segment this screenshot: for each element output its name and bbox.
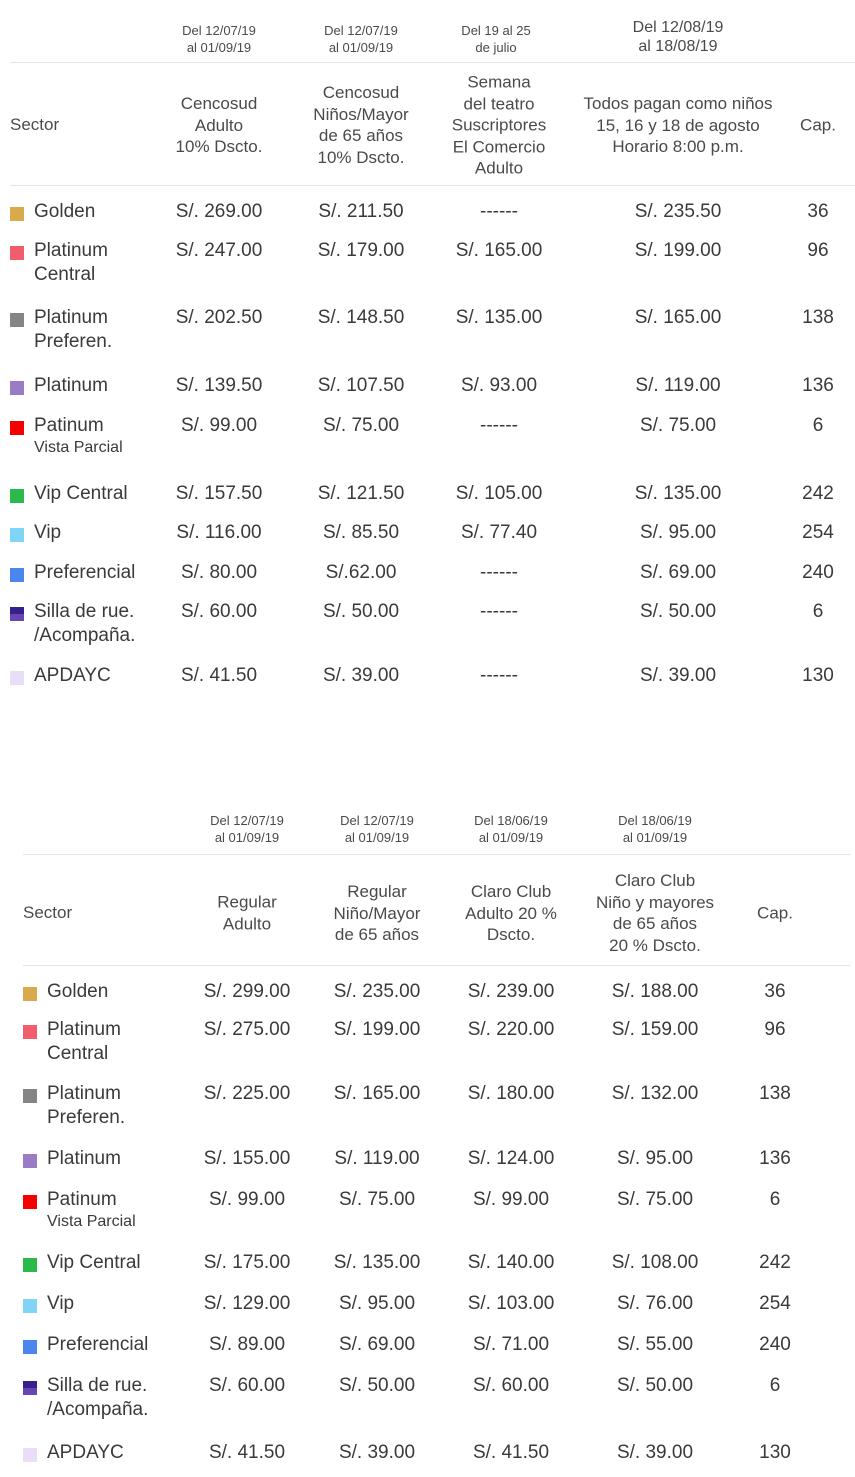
sector-name: Patinum Vista Parcial [47, 1189, 136, 1230]
sector-header: Sector [10, 115, 60, 134]
price-cell: S/. 129.00 [203, 1293, 291, 1314]
price-cell: S/. 50.00 [639, 601, 717, 622]
price-column-header: Claro Club Adulto 20 % Dscto. [465, 881, 557, 944]
capacity-cell: 6 [812, 415, 824, 436]
date-range: Del 19 al 25 de julio [461, 23, 531, 55]
price-cell: S/. 50.00 [616, 1375, 694, 1396]
price-cell: S/. 175.00 [203, 1252, 291, 1273]
sector-color-swatch [10, 489, 24, 503]
price-cell: S/. 39.00 [639, 665, 717, 686]
capacity-cell: 130 [759, 1442, 791, 1463]
capacity-cell: 6 [812, 601, 824, 622]
capacity-cell: 240 [802, 562, 834, 583]
price-column-header: Regular Adulto [217, 892, 277, 933]
price-cell: S/. 235.50 [634, 201, 722, 222]
price-cell: S/. 124.00 [467, 1148, 555, 1169]
capacity-header: Cap. [800, 115, 836, 135]
sector-name: Golden [34, 201, 96, 222]
price-cell: S/. 180.00 [467, 1083, 555, 1104]
price-cell: S/. 202.50 [175, 307, 263, 328]
date-range: Del 18/06/19 al 01/09/19 [474, 813, 548, 845]
column-header-row [10, 63, 855, 186]
price-cell: S/. 148.50 [317, 307, 405, 328]
sector-name: Platinum Preferen. [47, 1083, 126, 1128]
sector-name: Platinum Preferen. [34, 307, 113, 352]
sector-color-swatch [23, 1381, 37, 1395]
sector-color-swatch [23, 1299, 37, 1313]
price-table-1 [10, 0, 855, 686]
price-cell: S/. 235.00 [333, 981, 421, 1002]
sector-color-swatch [10, 421, 24, 435]
price-cell: S/. 269.00 [175, 201, 263, 222]
sector-name: Preferencial [47, 1334, 149, 1355]
price-cell: S/. 225.00 [203, 1083, 291, 1104]
price-cell: S/. 121.50 [317, 483, 405, 504]
capacity-cell: 6 [769, 1375, 781, 1396]
date-range: Del 12/07/19 al 01/09/19 [210, 813, 284, 845]
price-cell: S/. 211.50 [318, 201, 404, 222]
sector-name: Platinum [34, 375, 108, 396]
price-cell: ------ [480, 665, 518, 686]
price-cell: S/. 39.00 [616, 1442, 694, 1463]
price-cell: S/. 99.00 [472, 1189, 550, 1210]
price-cell: ------ [480, 601, 518, 622]
price-cell: S/. 95.00 [639, 522, 717, 543]
price-cell: S/. 299.00 [203, 981, 291, 1002]
sector-name: Platinum Central [47, 1019, 121, 1064]
price-cell: S/. 55.00 [616, 1334, 694, 1355]
price-cell: ------ [480, 415, 518, 436]
date-range: Del 12/07/19 al 01/09/19 [340, 813, 414, 845]
price-cell: S/. 85.50 [322, 522, 400, 543]
price-cell: ------ [480, 562, 518, 583]
sector-name: Vip [34, 522, 62, 543]
sector-name: Golden [47, 981, 109, 1002]
capacity-cell: 138 [759, 1083, 791, 1104]
price-cell: S/. 95.00 [616, 1148, 694, 1169]
column-header-row [23, 855, 850, 966]
price-column-header: Claro Club Niño y mayores de 65 años 20 % Dscto. [595, 871, 715, 955]
capacity-cell: 36 [807, 201, 829, 222]
price-cell: S/. 41.50 [472, 1442, 550, 1463]
price-cell: S/. 119.00 [334, 1148, 420, 1169]
sector-name: Platinum Central [34, 240, 108, 285]
price-cell: S/. 107.50 [317, 375, 405, 396]
capacity-cell: 130 [802, 665, 834, 686]
capacity-cell: 136 [802, 375, 834, 396]
capacity-cell: 240 [759, 1334, 791, 1355]
sector-color-swatch [23, 987, 37, 1001]
price-cell: S/. 247.00 [175, 240, 263, 261]
price-cell: S/. 105.00 [455, 483, 543, 504]
price-cell: S/. 75.00 [338, 1189, 416, 1210]
sector-color-swatch [10, 246, 24, 260]
price-cell: S/. 159.00 [611, 1019, 699, 1040]
price-column-header: Semana del teatro Suscriptores El Comercio Adulto [451, 72, 547, 178]
capacity-cell: 254 [759, 1293, 791, 1314]
sector-name: Silla de rue. /Acompaña. [34, 601, 136, 646]
sector-color-swatch [23, 1340, 37, 1354]
price-cell: S/. 77.40 [460, 522, 538, 543]
sector-color-swatch [10, 607, 24, 621]
sector-name: Preferencial [34, 562, 136, 583]
sector-color-swatch [10, 528, 24, 542]
price-cell: S/. 69.00 [639, 562, 717, 583]
price-cell: S/. 275.00 [203, 1019, 291, 1040]
sector-name: APDAYC [34, 665, 111, 686]
price-cell: S/. 135.00 [455, 307, 543, 328]
sector-name: Patinum Vista Parcial [34, 415, 123, 456]
price-cell: S/. 135.00 [333, 1252, 421, 1273]
price-cell: S/. 165.00 [455, 240, 543, 261]
price-cell: S/. 60.00 [180, 601, 258, 622]
price-cell: S/.62.00 [325, 562, 397, 583]
price-cell: S/. 71.00 [472, 1334, 550, 1355]
price-cell: S/. 108.00 [611, 1252, 699, 1273]
price-cell: S/. 69.00 [338, 1334, 416, 1355]
price-cell: S/. 75.00 [616, 1189, 694, 1210]
capacity-cell: 242 [802, 483, 834, 504]
price-cell: S/. 41.50 [208, 1442, 286, 1463]
price-cell: S/. 165.00 [333, 1083, 421, 1104]
sector-name: Vip Central [47, 1252, 141, 1273]
sector-color-swatch [10, 568, 24, 582]
date-range: Del 18/06/19 al 01/09/19 [618, 813, 692, 845]
price-cell: S/. 239.00 [467, 981, 555, 1002]
capacity-cell: 242 [759, 1252, 791, 1273]
capacity-cell: 138 [802, 307, 834, 328]
capacity-cell: 254 [802, 522, 834, 543]
price-cell: S/. 103.00 [467, 1293, 555, 1314]
sector-name: Vip [47, 1293, 75, 1314]
price-cell: S/. 50.00 [322, 601, 400, 622]
price-table-2 [23, 790, 850, 1463]
price-cell: S/. 179.00 [317, 240, 405, 261]
date-range: Del 12/07/19 al 01/09/19 [182, 23, 256, 55]
price-cell: S/. 140.00 [467, 1252, 555, 1273]
sector-color-swatch [23, 1154, 37, 1168]
price-cell: S/. 39.00 [322, 665, 400, 686]
date-range-header [10, 0, 855, 63]
price-cell: ------ [480, 201, 518, 222]
capacity-header: Cap. [757, 903, 793, 923]
sector-color-swatch [10, 671, 24, 685]
date-range: Del 12/07/19 al 01/09/19 [324, 23, 398, 55]
capacity-cell: 136 [759, 1148, 791, 1169]
capacity-cell: 6 [769, 1189, 781, 1210]
sector-color-swatch [23, 1025, 37, 1039]
capacity-cell: 36 [764, 981, 786, 1002]
price-cell: S/. 93.00 [460, 375, 538, 396]
price-cell: S/. 80.00 [180, 562, 258, 583]
sector-subtitle: Vista Parcial [34, 439, 123, 456]
price-cell: S/. 60.00 [208, 1375, 286, 1396]
price-cell: S/. 157.50 [175, 483, 263, 504]
capacity-cell: 96 [764, 1019, 786, 1040]
price-cell: S/. 75.00 [639, 415, 717, 436]
price-cell: S/. 199.00 [333, 1019, 421, 1040]
price-cell: S/. 50.00 [338, 1375, 416, 1396]
price-cell: S/. 76.00 [616, 1293, 694, 1314]
sector-name: Silla de rue. /Acompaña. [47, 1375, 149, 1420]
price-column-header: Todos pagan como niños 15, 16 y 18 de agosto Horario 8:00 p.m. [583, 93, 773, 156]
sector-color-swatch [10, 313, 24, 327]
date-range-header [23, 790, 850, 855]
sector-color-swatch [23, 1195, 37, 1209]
sector-color-swatch [23, 1258, 37, 1272]
price-cell: S/. 155.00 [203, 1148, 291, 1169]
date-range: Del 12/08/19 al 18/08/19 [632, 19, 724, 55]
price-cell: S/. 116.00 [176, 522, 262, 543]
price-cell: S/. 132.00 [611, 1083, 699, 1104]
price-cell: S/. 139.50 [175, 375, 263, 396]
price-column-header: Cencosud Adulto 10% Dscto. [175, 93, 263, 156]
sector-header: Sector [23, 903, 73, 922]
price-cell: S/. 39.00 [338, 1442, 416, 1463]
price-cell: S/. 135.00 [634, 483, 722, 504]
price-column-header: Cencosud Niños/Mayor de 65 años 10% Dscto. [313, 83, 409, 167]
price-cell: S/. 99.00 [180, 415, 258, 436]
price-cell: S/. 199.00 [634, 240, 722, 261]
capacity-cell: 96 [807, 240, 829, 261]
price-cell: S/. 41.50 [180, 665, 258, 686]
price-cell: S/. 188.00 [611, 981, 699, 1002]
price-cell: S/. 60.00 [472, 1375, 550, 1396]
sector-name: Platinum [47, 1148, 121, 1169]
price-cell: S/. 75.00 [322, 415, 400, 436]
price-column-header: Regular Niño/Mayor de 65 años [333, 881, 421, 944]
sector-name: Vip Central [34, 483, 128, 504]
sector-color-swatch [23, 1089, 37, 1103]
sector-color-swatch [10, 207, 24, 221]
sector-color-swatch [23, 1448, 37, 1462]
price-cell: S/. 220.00 [467, 1019, 555, 1040]
price-cell: S/. 99.00 [208, 1189, 286, 1210]
sector-subtitle: Vista Parcial [47, 1213, 136, 1230]
price-cell: S/. 89.00 [208, 1334, 286, 1355]
price-cell: S/. 95.00 [338, 1293, 416, 1314]
price-cell: S/. 165.00 [634, 307, 722, 328]
sector-name: APDAYC [47, 1442, 124, 1463]
price-cell: S/. 119.00 [635, 375, 721, 396]
sector-color-swatch [10, 381, 24, 395]
